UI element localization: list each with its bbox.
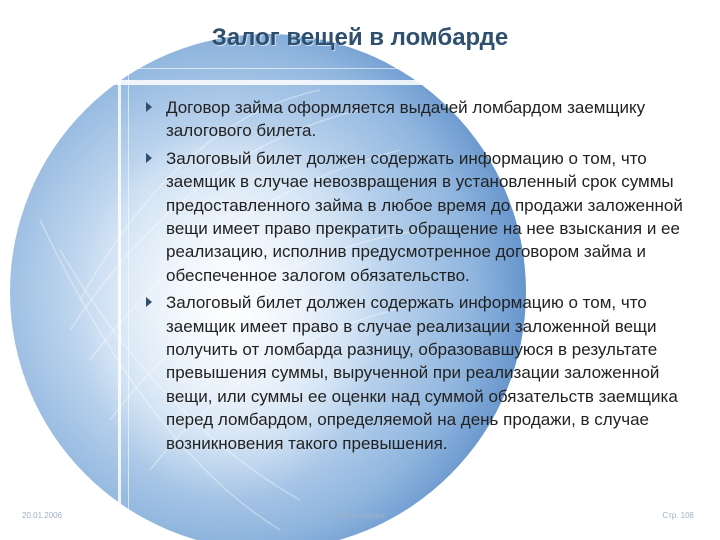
bullet-triangle-icon bbox=[146, 153, 152, 163]
bullet-triangle-icon bbox=[146, 102, 152, 112]
slide-title: Залог вещей в ломбарде bbox=[211, 24, 509, 51]
list-item bbox=[144, 147, 694, 287]
bullet-list bbox=[144, 96, 694, 459]
footer-page-number: Стр. 108 bbox=[662, 511, 694, 520]
bullet-text: Договор займа оформляется выдачей ломбардом заемщику залогового билета. bbox=[166, 98, 646, 141]
footer-date: 20.01.2006 bbox=[22, 511, 63, 520]
list-item bbox=[144, 96, 694, 143]
list-item bbox=[144, 291, 694, 455]
footer-center-text: Презентация bbox=[335, 511, 385, 520]
bullet-text: Залоговый билет должен содержать информацию о том, что заемщик имеет право в случае реализации заложенной вещи получить от ломбарда разницу, образовавшуюся в результате превышения суммы, вырученной при реализации заложенной вещи, или суммы ее оценки над суммой обязательств заемщика перед ломбардом, определяемой на день продажи, в случае возникновения такого превышения. bbox=[166, 293, 678, 453]
bullet-triangle-icon bbox=[146, 297, 152, 307]
bullet-text: Залоговый билет должен содержать информацию о том, что заемщик в случае невозвращения в установленный срок суммы предоставленного займа в любое время до продажи заложенной вещи имеет право прекратить обращение на нее взыскания и ее реализацию, исполнив предусмотренное договором займа и обеспеченное залогом обязательство. bbox=[166, 148, 683, 285]
